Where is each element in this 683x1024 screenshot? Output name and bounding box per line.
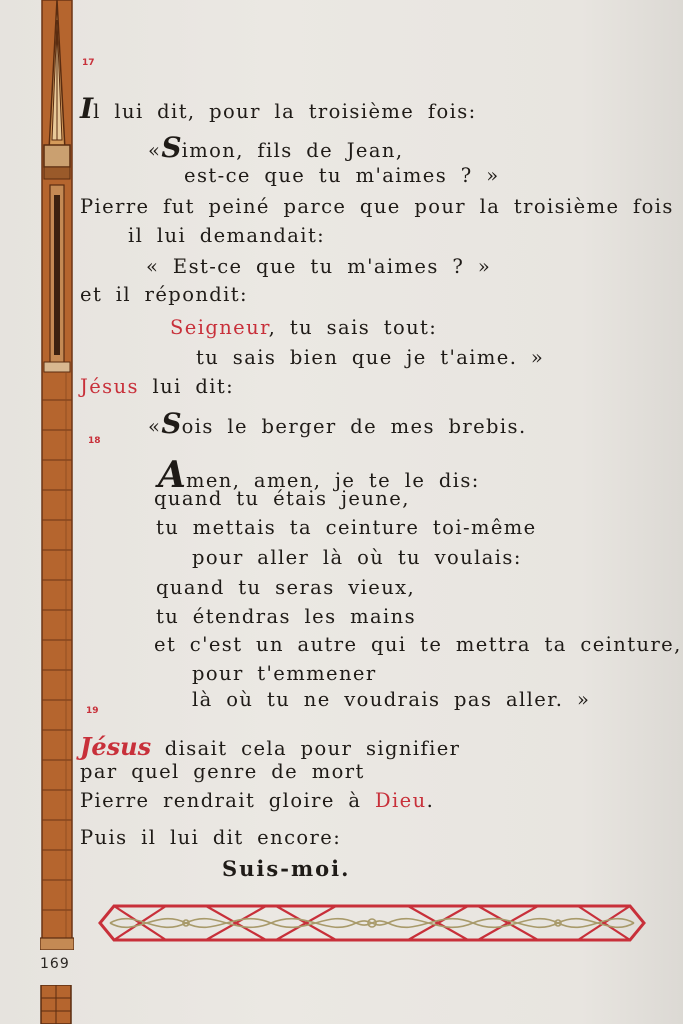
page-number: 169 bbox=[40, 956, 70, 972]
line-21-text: disait cela pour signifier bbox=[151, 737, 461, 760]
text-line-6: « Est-ce que tu m'aimes ? » bbox=[146, 255, 492, 278]
text-line-5: il lui demandait: bbox=[128, 224, 326, 247]
text-line-4: Pierre fut peiné parce que pour la troisième fois bbox=[80, 195, 674, 218]
text-line-18: et c'est un autre qui te mettra ta ceinture, bbox=[154, 633, 682, 656]
rubric-dieu: Dieu bbox=[374, 789, 427, 812]
drop-cap-A: A bbox=[158, 454, 186, 496]
text-line-11 bbox=[148, 407, 527, 440]
text-line-15: pour aller là où tu voulais: bbox=[192, 546, 522, 569]
decorative-pillar bbox=[40, 0, 74, 950]
line-11-text: ois le berger de mes brebis. bbox=[181, 415, 527, 438]
drop-cap-S: S bbox=[161, 131, 182, 164]
rubric-seigneur: Seigneur bbox=[170, 316, 269, 339]
drop-cap-S-2: S bbox=[161, 407, 182, 440]
text-line-8 bbox=[170, 316, 437, 339]
line-12-text: men, amen, je te le dis: bbox=[185, 469, 480, 492]
rubric-jesus-2: Jésus bbox=[80, 732, 152, 761]
text-line-17: tu étendras les mains bbox=[156, 605, 417, 628]
text-line-7: et il répondit: bbox=[80, 283, 249, 306]
line-2-text: imon, fils de Jean, bbox=[181, 139, 404, 162]
text-line-2 bbox=[148, 131, 403, 164]
rubric-jesus: Jésus bbox=[80, 375, 139, 398]
text-line-10 bbox=[80, 375, 234, 398]
text-line-13: quand tu étais jeune, bbox=[154, 487, 410, 510]
text-line-9: tu sais bien que je t'aime. » bbox=[196, 346, 545, 369]
text-line-25: Suis-moi. bbox=[222, 856, 351, 881]
open-quote: « bbox=[148, 139, 162, 162]
text-line-1 bbox=[80, 92, 477, 125]
text-line-24: Puis il lui dit encore: bbox=[80, 826, 342, 849]
verse-number-18: 18 bbox=[88, 436, 101, 446]
text-line-20: là où tu ne voudrais pas aller. » bbox=[192, 688, 591, 711]
text-line-19: pour t'emmener bbox=[192, 662, 377, 685]
text-line-23 bbox=[80, 789, 434, 812]
open-quote-2: « bbox=[148, 415, 162, 438]
text-line-22: par quel genre de mort bbox=[80, 760, 365, 783]
drop-cap-I: I bbox=[80, 92, 94, 125]
line-23-text: Pierre rendrait gloire à bbox=[80, 789, 375, 812]
text-line-14: tu mettais ta ceinture toi-même bbox=[156, 516, 537, 539]
pillar-base bbox=[40, 985, 72, 1024]
line-8-text: , tu sais tout: bbox=[268, 316, 438, 339]
verse-number-19: 19 bbox=[86, 706, 99, 716]
line-23-period: . bbox=[426, 789, 435, 812]
ornamental-border bbox=[96, 900, 648, 946]
line-1-text: l lui dit, pour la troisième fois: bbox=[93, 100, 477, 123]
text-line-3: est-ce que tu m'aimes ? » bbox=[184, 164, 500, 187]
line-10-text: lui dit: bbox=[138, 375, 235, 398]
verse-number-17: 17 bbox=[82, 58, 95, 68]
text-line-16: quand tu seras vieux, bbox=[156, 576, 416, 599]
text-line-21 bbox=[80, 732, 460, 761]
